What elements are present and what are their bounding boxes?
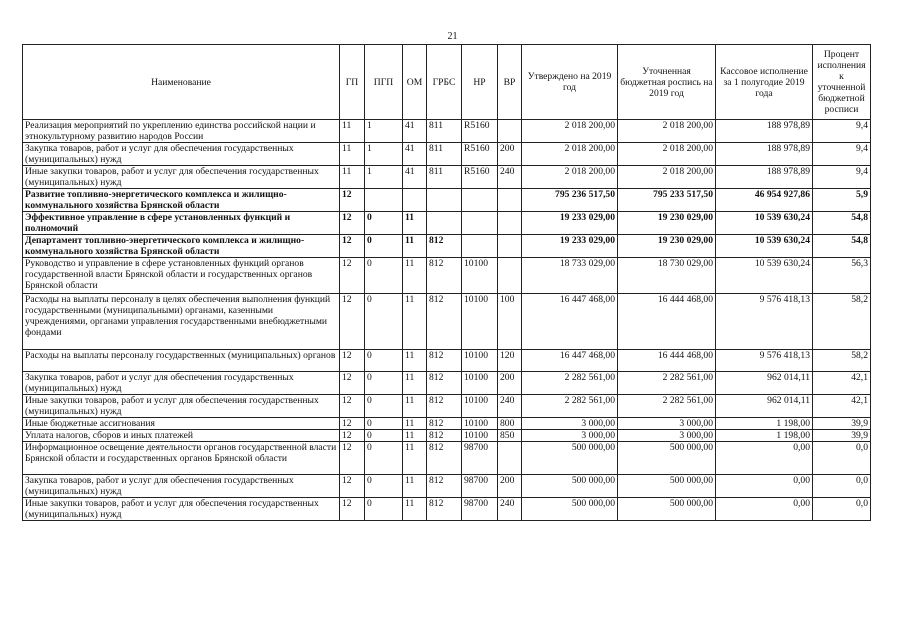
row-ppgp: 1 <box>365 120 403 143</box>
row-np: 10100 <box>462 418 498 430</box>
row-gp: 12 <box>340 212 365 235</box>
row-refined: 16 444 468,00 <box>618 294 716 350</box>
row-cash: 0,00 <box>716 475 813 498</box>
row-refined: 2 282 561,00 <box>618 395 716 418</box>
row-grbs <box>427 212 462 235</box>
row-refined: 2 018 200,00 <box>618 120 716 143</box>
row-ppgp: 0 <box>365 212 403 235</box>
row-name: Закупка товаров, работ и услуг для обеспечения государственных (муниципальных) нужд <box>23 475 340 498</box>
row-percent: 39,9 <box>813 430 871 442</box>
row-np: R5160 <box>462 143 498 166</box>
row-grbs: 812 <box>427 350 462 372</box>
header-grbs: ГРБС <box>427 45 462 120</box>
row-vr: 850 <box>498 430 522 442</box>
row-grbs: 812 <box>427 475 462 498</box>
row-ppgp: 0 <box>365 350 403 372</box>
row-np <box>462 189 498 212</box>
row-grbs: 812 <box>427 430 462 442</box>
row-om: 41 <box>403 166 427 189</box>
row-percent: 9,4 <box>813 120 871 143</box>
row-ppgp: 0 <box>365 395 403 418</box>
row-np: 10100 <box>462 350 498 372</box>
row-gp: 12 <box>340 442 365 475</box>
row-cash: 188 978,89 <box>716 143 813 166</box>
row-np: 10100 <box>462 294 498 350</box>
header-refined: Уточненная бюджетная роспись на 2019 год <box>618 45 716 120</box>
row-refined: 18 730 029,00 <box>618 258 716 294</box>
row-name: Иные бюджетные ассигнования <box>23 418 340 430</box>
row-ppgp: 0 <box>365 498 403 521</box>
row-refined: 2 282 561,00 <box>618 372 716 395</box>
row-refined: 500 000,00 <box>618 442 716 475</box>
row-om: 11 <box>403 475 427 498</box>
row-om: 41 <box>403 120 427 143</box>
row-ppgp: 0 <box>365 372 403 395</box>
row-vr <box>498 235 522 258</box>
table-row <box>23 120 871 143</box>
row-ppgp: 0 <box>365 294 403 350</box>
row-gp: 11 <box>340 143 365 166</box>
row-gp: 12 <box>340 258 365 294</box>
row-percent: 0,0 <box>813 498 871 521</box>
row-om: 41 <box>403 143 427 166</box>
row-percent: 5,9 <box>813 189 871 212</box>
table-row <box>23 350 871 372</box>
row-np <box>462 212 498 235</box>
row-name: Департамент топливно-энергетического комплекса и жилищно-коммунального хозяйства Брянской области <box>23 235 340 258</box>
row-name: Развитие топливно-энергетического комплекса и жилищно-коммунального хозяйства Брянской области <box>23 189 340 212</box>
budget-table <box>22 44 871 521</box>
row-percent: 54,8 <box>813 235 871 258</box>
page-number: 21 <box>447 31 458 42</box>
row-gp: 12 <box>340 498 365 521</box>
row-name: Иные закупки товаров, работ и услуг для обеспечения государственных (муниципальных) нужд <box>23 166 340 189</box>
row-percent: 0,0 <box>813 442 871 475</box>
row-np: 98700 <box>462 475 498 498</box>
row-approved: 18 733 029,00 <box>522 258 618 294</box>
table-row <box>23 258 871 294</box>
row-grbs: 812 <box>427 395 462 418</box>
header-cash: Кассовое исполнение за 1 полугодие 2019 года <box>716 45 813 120</box>
row-approved: 2 018 200,00 <box>522 166 618 189</box>
row-grbs: 812 <box>427 442 462 475</box>
row-grbs: 812 <box>427 258 462 294</box>
row-name: Руководство и управление в сфере установленных функций органов государственной власти Брянской области и государственных органов Брянской области <box>23 258 340 294</box>
row-om: 11 <box>403 498 427 521</box>
row-cash: 188 978,89 <box>716 120 813 143</box>
row-np: 10100 <box>462 395 498 418</box>
row-refined: 19 230 029,00 <box>618 212 716 235</box>
header-vr: ВР <box>498 45 522 120</box>
header-ppgp: ПГП <box>365 45 403 120</box>
row-approved: 2 018 200,00 <box>522 143 618 166</box>
header-np: НР <box>462 45 498 120</box>
row-om: 11 <box>403 442 427 475</box>
row-approved: 3 000,00 <box>522 418 618 430</box>
row-gp: 12 <box>340 395 365 418</box>
row-gp: 12 <box>340 418 365 430</box>
row-refined: 16 444 468,00 <box>618 350 716 372</box>
row-vr: 200 <box>498 143 522 166</box>
row-name: Иные закупки товаров, работ и услуг для обеспечения государственных (муниципальных) нужд <box>23 498 340 521</box>
row-name: Уплата налогов, сборов и иных платежей <box>23 430 340 442</box>
row-name: Расходы на выплаты персоналу государственных (муниципальных) органов <box>23 350 340 372</box>
row-vr: 100 <box>498 294 522 350</box>
row-om: 11 <box>403 350 427 372</box>
row-np: 10100 <box>462 258 498 294</box>
row-om: 11 <box>403 212 427 235</box>
row-refined: 3 000,00 <box>618 430 716 442</box>
row-vr <box>498 120 522 143</box>
header-om: ОМ <box>403 45 427 120</box>
row-name: Эффективное управление в сфере установленных функций и полномочий <box>23 212 340 235</box>
header-percent: Процент исполнения к уточненной бюджетной росписи <box>813 45 871 120</box>
row-grbs: 811 <box>427 166 462 189</box>
row-vr: 240 <box>498 498 522 521</box>
row-name: Закупка товаров, работ и услуг для обеспечения государственных (муниципальных) нужд <box>23 372 340 395</box>
row-vr: 800 <box>498 418 522 430</box>
row-percent: 0,0 <box>813 475 871 498</box>
row-gp: 12 <box>340 430 365 442</box>
row-gp: 12 <box>340 372 365 395</box>
row-grbs: 812 <box>427 294 462 350</box>
row-approved: 19 233 029,00 <box>522 235 618 258</box>
row-refined: 19 230 029,00 <box>618 235 716 258</box>
row-percent: 42,1 <box>813 395 871 418</box>
table-row <box>23 372 871 395</box>
row-vr <box>498 212 522 235</box>
table-row <box>23 143 871 166</box>
row-gp: 12 <box>340 475 365 498</box>
table-row <box>23 166 871 189</box>
row-cash: 188 978,89 <box>716 166 813 189</box>
table-row <box>23 294 871 350</box>
row-ppgp: 0 <box>365 418 403 430</box>
row-refined: 500 000,00 <box>618 475 716 498</box>
row-cash: 10 539 630,24 <box>716 212 813 235</box>
row-refined: 2 018 200,00 <box>618 166 716 189</box>
row-om: 11 <box>403 372 427 395</box>
table-row <box>23 498 871 521</box>
row-cash: 9 576 418,13 <box>716 350 813 372</box>
row-om: 11 <box>403 418 427 430</box>
row-name: Информационное освещение деятельности органов государственной власти Брянской области и государственных органов Брянской области <box>23 442 340 475</box>
header-name: Наименование <box>23 45 340 120</box>
row-approved: 500 000,00 <box>522 442 618 475</box>
row-grbs: 811 <box>427 120 462 143</box>
row-cash: 46 954 927,86 <box>716 189 813 212</box>
row-ppgp: 0 <box>365 258 403 294</box>
row-np: R5160 <box>462 166 498 189</box>
row-ppgp: 0 <box>365 442 403 475</box>
row-ppgp: 0 <box>365 475 403 498</box>
row-percent: 9,4 <box>813 143 871 166</box>
row-approved: 19 233 029,00 <box>522 212 618 235</box>
table-body <box>23 120 871 521</box>
row-ppgp: 0 <box>365 430 403 442</box>
row-vr: 120 <box>498 350 522 372</box>
row-cash: 0,00 <box>716 498 813 521</box>
row-np: 10100 <box>462 372 498 395</box>
header-approved: Утверждено на 2019 год <box>522 45 618 120</box>
row-refined: 795 233 517,50 <box>618 189 716 212</box>
row-cash: 1 198,00 <box>716 418 813 430</box>
row-vr: 240 <box>498 166 522 189</box>
row-percent: 56,3 <box>813 258 871 294</box>
row-om: 11 <box>403 395 427 418</box>
row-approved: 500 000,00 <box>522 498 618 521</box>
table-row <box>23 395 871 418</box>
row-ppgp: 1 <box>365 166 403 189</box>
row-cash: 10 539 630,24 <box>716 235 813 258</box>
row-om: 11 <box>403 235 427 258</box>
table-row <box>23 212 871 235</box>
row-np: 98700 <box>462 498 498 521</box>
row-grbs: 812 <box>427 235 462 258</box>
row-name: Расходы на выплаты персоналу в целях обеспечения выполнения функций государственными (муниципальными) органами, казенными учреждениями, органами управления государственными внебюджетными фондами <box>23 294 340 350</box>
row-ppgp <box>365 189 403 212</box>
row-vr: 200 <box>498 372 522 395</box>
row-approved: 795 236 517,50 <box>522 189 618 212</box>
row-approved: 2 282 561,00 <box>522 395 618 418</box>
row-gp: 11 <box>340 120 365 143</box>
row-approved: 3 000,00 <box>522 430 618 442</box>
row-cash: 10 539 630,24 <box>716 258 813 294</box>
row-om: 11 <box>403 430 427 442</box>
table-row <box>23 235 871 258</box>
row-approved: 16 447 468,00 <box>522 294 618 350</box>
row-approved: 2 282 561,00 <box>522 372 618 395</box>
row-name: Реализация мероприятий по укреплению единства российской нации и этнокультурному развитию народов России <box>23 120 340 143</box>
row-gp: 12 <box>340 235 365 258</box>
row-grbs <box>427 189 462 212</box>
row-vr <box>498 442 522 475</box>
row-name: Закупка товаров, работ и услуг для обеспечения государственных (муниципальных) нужд <box>23 143 340 166</box>
table-row <box>23 418 871 430</box>
row-vr <box>498 189 522 212</box>
row-np: 10100 <box>462 430 498 442</box>
table-row <box>23 475 871 498</box>
row-vr: 200 <box>498 475 522 498</box>
row-ppgp: 0 <box>365 235 403 258</box>
row-name: Иные закупки товаров, работ и услуг для обеспечения государственных (муниципальных) нужд <box>23 395 340 418</box>
table-row <box>23 442 871 475</box>
row-cash: 0,00 <box>716 442 813 475</box>
row-percent: 39,9 <box>813 418 871 430</box>
row-percent: 58,2 <box>813 350 871 372</box>
row-np: R5160 <box>462 120 498 143</box>
row-gp: 12 <box>340 294 365 350</box>
header-gp: ГП <box>340 45 365 120</box>
row-ppgp: 1 <box>365 143 403 166</box>
row-gp: 12 <box>340 189 365 212</box>
row-grbs: 811 <box>427 143 462 166</box>
row-percent: 42,1 <box>813 372 871 395</box>
table-row <box>23 189 871 212</box>
row-vr: 240 <box>498 395 522 418</box>
row-vr <box>498 258 522 294</box>
table-header-row <box>23 45 871 120</box>
row-grbs: 812 <box>427 498 462 521</box>
row-cash: 1 198,00 <box>716 430 813 442</box>
row-grbs: 812 <box>427 418 462 430</box>
row-percent: 54,8 <box>813 212 871 235</box>
row-om <box>403 189 427 212</box>
row-cash: 9 576 418,13 <box>716 294 813 350</box>
row-percent: 58,2 <box>813 294 871 350</box>
row-refined: 3 000,00 <box>618 418 716 430</box>
row-approved: 2 018 200,00 <box>522 120 618 143</box>
row-percent: 9,4 <box>813 166 871 189</box>
row-gp: 11 <box>340 166 365 189</box>
row-gp: 12 <box>340 350 365 372</box>
row-np: 98700 <box>462 442 498 475</box>
row-approved: 16 447 468,00 <box>522 350 618 372</box>
row-refined: 2 018 200,00 <box>618 143 716 166</box>
row-cash: 962 014,11 <box>716 372 813 395</box>
row-refined: 500 000,00 <box>618 498 716 521</box>
row-om: 11 <box>403 294 427 350</box>
row-cash: 962 014,11 <box>716 395 813 418</box>
row-grbs: 812 <box>427 372 462 395</box>
row-np <box>462 235 498 258</box>
row-om: 11 <box>403 258 427 294</box>
row-approved: 500 000,00 <box>522 475 618 498</box>
table-row <box>23 430 871 442</box>
